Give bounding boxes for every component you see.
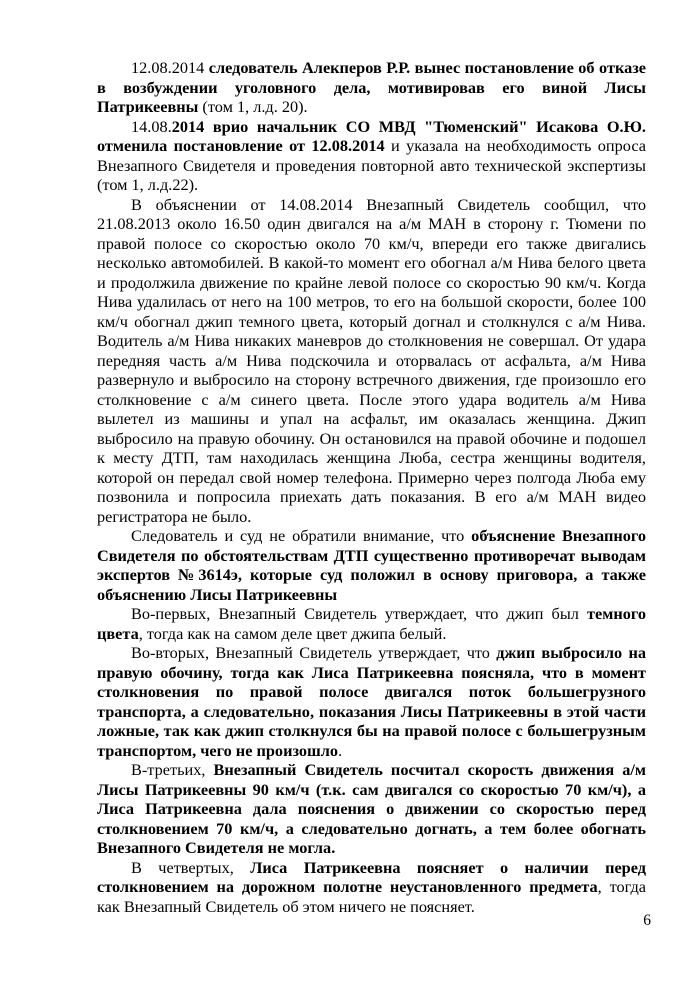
- document-text: [97, 58, 646, 916]
- paragraph-court-ignored: Следователь и суд не обратили внимание, что объяснение Внезапного Свидетеля по обстоятельствам ДТП существенно противоречат выводам экспертов №3614э, которые суд положил в основу приговора, а также объяснению Лисы Патрикеевны: [97, 526, 646, 604]
- paragraph-second-point: Во-вторых, Внезапный Свидетель утверждает, что джип выбросило на правую обочину, тогда как Лиса Патрикеевна поясняла, что в момент столкновения по правой полосе двигался поток большегрузного транспорта, а следовательно, показания Лисы Патрикеевны в этой части ложные, так как джип столкнулся бы на правой полосе с большегрузным транспортом, чего не произошло.: [97, 643, 646, 760]
- page-number: 6: [643, 912, 651, 929]
- paragraph-witness-statement: В объяснении от 14.08.2014 Внезапный Свидетель сообщил, что 21.08.2013 около 16.50 один двигался на а/м МАН в сторону г. Тюмени по правой полосе со скоростью около 70 км/ч, впереди его также двигались несколько автомобилей. В какой-то момент его обогнал а/м Нива белого цвета и продолжила движение по крайне левой полосе со скоростью 90 км/ч. Когда Нива удалилась от него на 100 метров, то его на большой скорости, более 100 км/ч обогнал джип темного цвета, который догнал и столкнулся с а/м Нива. Водитель а/м Нива никаких маневров до столкновения не совершал. От удара передняя часть а/м Нива подскочила и оторвалась от асфальта, а/м Нива развернуло и выбросило на сторону встречного движения, где произошло его столкновение с а/м синего цвета. После этого удара водитель а/м Нива вылетел из машины и упал на асфальт, им оказалась женщина. Джип выбросило на правую обочину. Он остановился на правой обочине и подошел к месту ДТП, там находилась женщина Люба, сестра женщины водителя, которой он передал свой номер телефона. Примерно через полгода Люба ему позвонила и попросила приехать дать показания. В его а/м МАН видео регистратора не было.: [97, 194, 646, 526]
- paragraph-resolution-refusal: 12.08.2014 следователь Алекперов Р.Р. вынес постановление об отказе в возбуждении уголовного дела, мотивировав его виной Лисы Патрикеевны (том 1, л.д. 20).: [97, 58, 646, 116]
- paragraph-first-point: Во-первых, Внезапный Свидетель утверждает, что джип был темного цвета, тогда как на самом деле цвет джипа белый.: [97, 604, 646, 643]
- paragraph-third-point: В-третьих, Внезапный Свидетель посчитал скорость движения а/м Лисы Патрикеевны 90 км/ч (т.к. сам двигался со скоростью 70 км/ч), а Лиса Патрикеевна дала пояснения о движении со скоростью перед столкновением 70 км/ч, а следовательно догнать, а тем более обогнать Внезапного Свидетеля не могла.: [97, 760, 646, 857]
- paragraph-fourth-point: В четвертых, Лиса Патрикеевна поясняет о наличии перед столкновением на дорожном полотне неустановленного предмета, тогда как Внезапный Свидетель об этом ничего не поясняет.: [97, 857, 647, 916]
- paragraph-resolution-cancelled: 14.08.2014 врио начальник СО МВД "Тюменский" Исакова О.Ю. отменила постановление от 12.08.2014 и указала на необходимость опроса Внезапного Свидетеля и проведения повторной авто технической экспертизы (том 1, л.д.22).: [97, 116, 646, 194]
